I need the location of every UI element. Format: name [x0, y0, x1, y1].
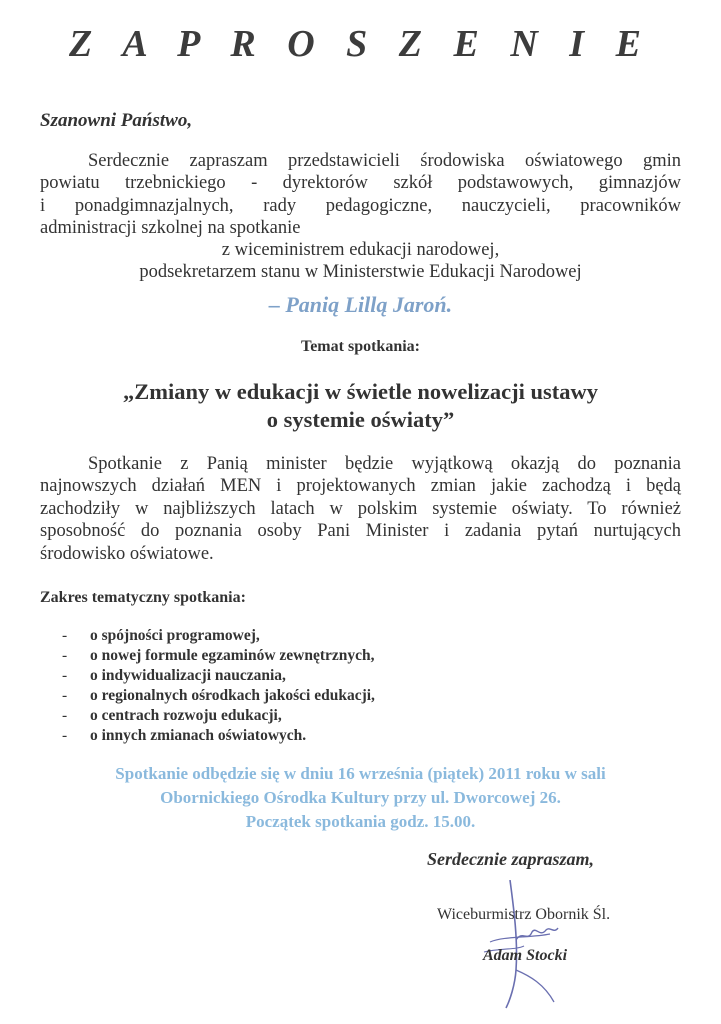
minister-position-line: podsekretarzem stanu w Ministerstwie Edukacji Narodowej — [139, 262, 582, 282]
list-item-text: o centrach rozwoju edukacji, — [90, 707, 282, 724]
topic-line-2: o systemie oświaty” — [266, 407, 455, 432]
list-dash: - — [62, 687, 68, 704]
list-item — [62, 726, 375, 746]
signatory-name: Adam Stocki — [483, 947, 568, 964]
list-item-text: o innych zmianach oświatowych. — [90, 727, 307, 744]
list-dash: - — [62, 627, 68, 644]
document-title: Z A P R O S Z E N I E — [69, 23, 652, 65]
scope-list — [62, 626, 375, 746]
description-line-3: zachodziły w najbliższych latach w polskim systemie oświaty. To również — [40, 498, 681, 519]
meeting-line-1: Spotkanie odbędzie się w dniu 16 września (piątek) 2011 roku w sali — [115, 764, 606, 783]
list-dash: - — [62, 667, 68, 684]
description-line-4: sposobność do poznania osoby Pani Minister i zadania pytań nurtujących — [40, 521, 681, 542]
meeting-line-2: Obornickiego Ośrodka Kultury przy ul. Dworcowej 26. — [160, 788, 561, 807]
meeting-topic — [0, 378, 721, 434]
list-item — [62, 686, 375, 706]
description-paragraph — [40, 453, 681, 565]
list-dash: - — [62, 707, 68, 724]
list-dash: - — [62, 647, 68, 664]
list-item — [62, 706, 375, 726]
topic-label: Temat spotkania: — [301, 338, 420, 355]
signatory-role: Wiceburmistrz Obornik Śl. — [437, 906, 611, 923]
description-line-5: środowisko oświatowe. — [40, 543, 214, 564]
list-item — [62, 626, 375, 646]
handwritten-signature — [470, 880, 580, 1010]
list-item — [62, 646, 375, 666]
closing-greeting: Serdecznie zapraszam, — [427, 849, 595, 869]
list-item-text: o indywidualizacji nauczania, — [90, 667, 286, 684]
description-line-2: najnowszych działań MEN i projektowanych zmian jakie zachodzą i będą — [40, 476, 681, 497]
intro-line-4: administracji szkolnej na spotkanie — [40, 218, 301, 239]
list-dash: - — [62, 727, 68, 744]
intro-line-3: i ponadgimnazjalnych, rady pedagogiczne, nauczycieli, pracowników — [40, 195, 681, 216]
description-line-1: Spotkanie z Panią minister będzie wyjątkową okazją do poznania — [88, 454, 681, 474]
intro-paragraph — [40, 150, 681, 240]
list-item-text: o nowej formule egzaminów zewnętrznych, — [90, 647, 375, 664]
list-item-text: o spójności programowej, — [90, 627, 260, 644]
meeting-details — [0, 762, 721, 834]
scope-label: Zakres tematyczny spotkania: — [40, 589, 246, 606]
salutation: Szanowni Państwo, — [40, 110, 193, 131]
meeting-line-3: Początek spotkania godz. 15.00. — [245, 812, 476, 831]
intro-line-2: powiatu trzebnickiego - dyrektorów szkół podstawowych, gimnazjów — [40, 173, 681, 194]
list-item-text: o regionalnych ośrodkach jakości edukacji, — [90, 687, 375, 704]
list-item — [62, 666, 375, 686]
with-minister-line: z wiceministrem edukacji narodowej, — [221, 240, 500, 260]
minister-name: – Panią Lillą Jaroń. — [268, 292, 453, 317]
intro-line-1: Serdecznie zapraszam przedstawicieli środowiska oświatowego gmin — [88, 151, 681, 171]
topic-line-1: „Zmiany w edukacji w świetle nowelizacji ustawy — [123, 379, 598, 404]
